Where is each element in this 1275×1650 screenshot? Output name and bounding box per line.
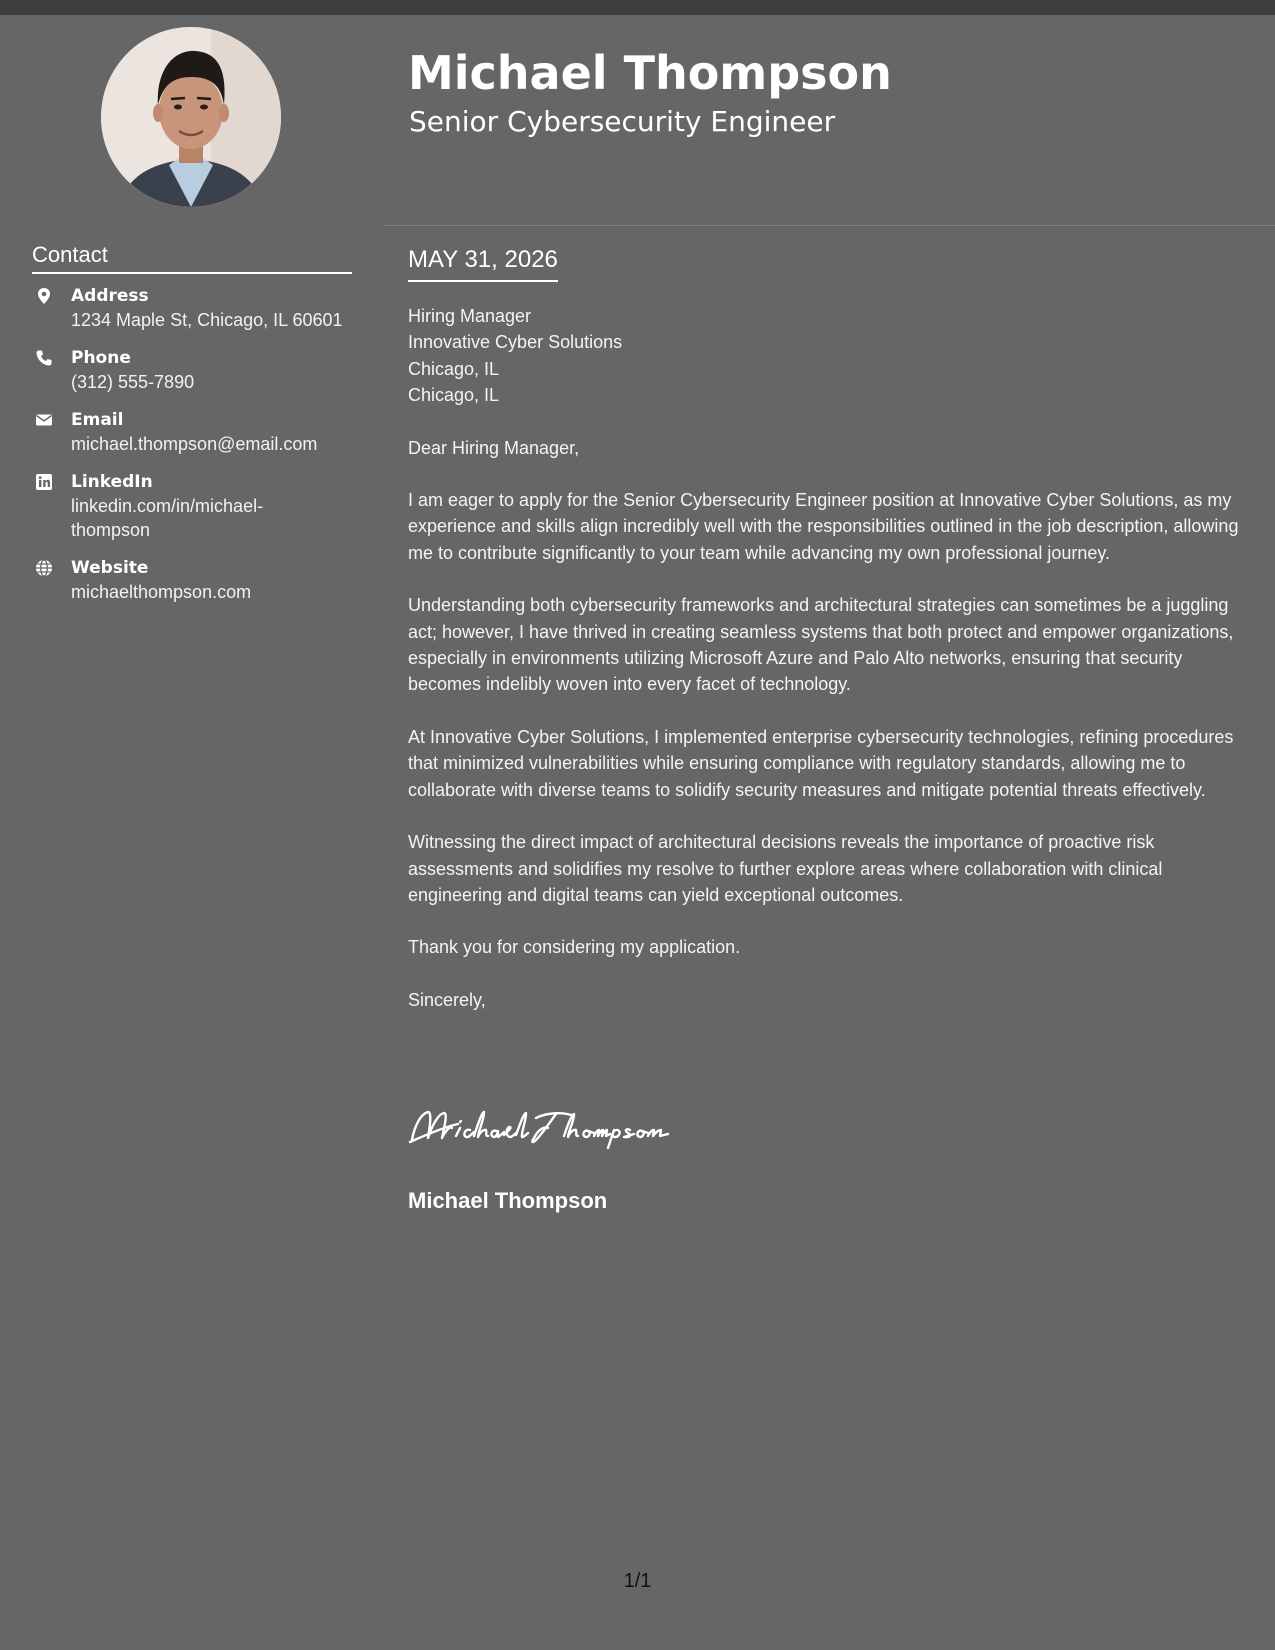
website-label: Website bbox=[71, 558, 149, 578]
thanks-line: Thank you for considering my application. bbox=[408, 937, 741, 958]
recipient-line: Chicago, IL bbox=[408, 385, 500, 406]
portrait-image bbox=[101, 27, 281, 207]
contact-item-website bbox=[32, 556, 362, 604]
body-paragraph: Witnessing the direct impact of architectural decisions reveals the importance of proactive risk assessments and solidifies my resolve to further explore areas where collaboration with clinical engineering and digital teams can yield exceptional outcomes. bbox=[408, 832, 1163, 905]
recipient-line: Innovative Cyber Solutions bbox=[408, 332, 623, 353]
map-pin-icon bbox=[35, 287, 53, 305]
contact-list bbox=[32, 284, 362, 618]
letter-body bbox=[408, 303, 1248, 1039]
header-divider bbox=[383, 225, 1275, 226]
phone-value: (312) 555-7890 bbox=[71, 372, 195, 392]
linkedin-icon bbox=[35, 473, 53, 491]
signature bbox=[408, 1104, 670, 1150]
contact-item-address bbox=[32, 284, 362, 332]
candidate-name: Michael Thompson bbox=[408, 46, 892, 100]
recipient-block bbox=[408, 303, 1248, 409]
handwritten-signature bbox=[408, 1104, 670, 1150]
address-value: 1234 Maple St, Chicago, IL 60601 bbox=[71, 310, 343, 330]
body-paragraph: At Innovative Cyber Solutions, I implemented enterprise cybersecurity technologies, refining procedures that minimized vulnerabilities while ensuring compliance with regulatory standards, allowing me to collaborate with diverse teams to solidify security measures and mitigate potential threats effectively. bbox=[408, 726, 1234, 800]
email-value[interactable]: michael.thompson@email.com bbox=[71, 434, 318, 454]
linkedin-value[interactable]: linkedin.com/in/michael-thompson bbox=[71, 496, 264, 540]
closing: Sincerely, bbox=[408, 989, 486, 1010]
body-paragraph: I am eager to apply for the Senior Cybersecurity Engineer position at Innovative Cyber Solutions, as my experience and skills align incredibly well with the responsibilities outlined in the job description, allowing me to contribute significantly to your team while advancing my own professional journey. bbox=[408, 490, 1239, 563]
envelope-icon bbox=[35, 411, 53, 429]
letter-date: MAY 31, 2026 bbox=[408, 244, 558, 282]
recipient-line: Chicago, IL bbox=[408, 358, 500, 379]
contact-item-email bbox=[32, 408, 362, 456]
globe-icon bbox=[35, 559, 53, 577]
body-paragraph: Understanding both cybersecurity frameworks and architectural strategies can sometimes be a juggling act; however, I have thrived in creating seamless systems that both protect and empower organizations, especially in environments utilizing Microsoft Azure and Palo Alto networks, ensuring that security becomes indelibly woven into every facet of technology. bbox=[408, 595, 1234, 695]
contact-heading: Contact bbox=[32, 240, 352, 274]
recipient-line: Hiring Manager bbox=[408, 306, 532, 326]
page-number: 1/1 bbox=[623, 1570, 652, 1592]
email-label: Email bbox=[71, 410, 124, 430]
contact-item-phone bbox=[32, 346, 362, 394]
website-value[interactable]: michaelthompson.com bbox=[71, 582, 252, 602]
top-bar bbox=[0, 0, 1275, 15]
job-title: Senior Cybersecurity Engineer bbox=[409, 105, 836, 138]
contact-item-linkedin bbox=[32, 470, 362, 542]
phone-icon bbox=[35, 349, 53, 367]
linkedin-label: LinkedIn bbox=[71, 472, 153, 492]
signer-name: Michael Thompson bbox=[408, 1188, 608, 1213]
address-label: Address bbox=[71, 286, 149, 306]
phone-label: Phone bbox=[71, 348, 131, 368]
profile-photo bbox=[101, 27, 281, 207]
salutation: Dear Hiring Manager, bbox=[408, 437, 580, 458]
